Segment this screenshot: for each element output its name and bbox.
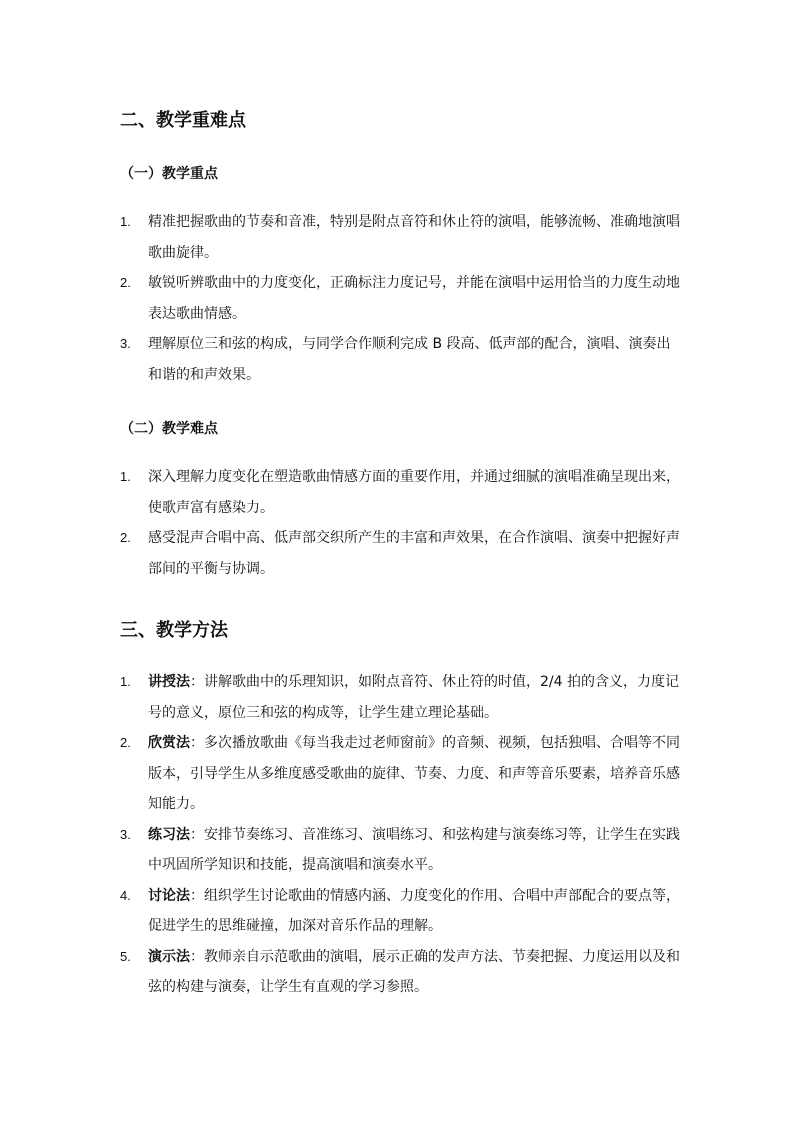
list-number: 3.: [120, 336, 131, 351]
list-item: [120, 462, 680, 523]
list-number: 1.: [120, 214, 131, 229]
teaching-methods-list: [120, 667, 680, 1003]
list-text: ：安排节奏练习、音准练习、演唱练习、和弦构建与演奏练习等，让学生在实践中巩固所学知识和技能，提高演唱和演奏水平。: [148, 826, 680, 873]
list-number: 2.: [120, 530, 131, 545]
difficulties-list: [120, 462, 680, 584]
list-number: 2.: [120, 735, 131, 750]
subsection-key-points-heading: （一）教学重点: [120, 166, 218, 182]
list-text: 理解原位三和弦的构成，与同学合作顺利完成 B 段高、低声部的配合，演唱、演奏出和谐的和声效果。: [148, 336, 671, 383]
list-item: [120, 820, 680, 881]
list-item: [120, 329, 680, 390]
list-text: 感受混声合唱中高、低声部交织所产生的丰富和声效果，在合作演唱、演奏中把握好声部间的平衡与协调。: [148, 530, 680, 577]
list-text: 敏锐听辨歌曲中的力度变化，正确标注力度记号，并能在演唱中运用恰当的力度生动地表达歌曲情感。: [148, 275, 680, 322]
list-item: [120, 881, 680, 942]
list-item: [120, 268, 680, 329]
list-item: [120, 667, 680, 728]
list-number: 4.: [120, 887, 131, 903]
method-label: 练习法: [148, 826, 190, 843]
method-label: 欣赏法: [148, 735, 190, 751]
list-item: [120, 523, 680, 584]
list-item: [120, 728, 680, 820]
list-text: ：教师亲自示范歌曲的演唱，展示正确的发声方法、节奏把握、力度运用以及和弦的构建与演奏，让学生有直观的学习参照。: [148, 948, 680, 995]
list-number: 1.: [120, 674, 131, 689]
list-number: 5.: [120, 948, 131, 964]
key-points-list: [120, 207, 680, 390]
list-item: [120, 207, 680, 268]
section-2-heading: 二、教学重难点: [120, 110, 246, 131]
list-text: ：多次播放歌曲《每当我走过老师窗前》的音频、视频，包括独唱、合唱等不同版本，引导学生从多维度感受歌曲的旋律、节奏、力度、和声等音乐要素，培养音乐感知能力。: [148, 735, 680, 812]
section-3-heading: 三、教学方法: [120, 620, 228, 641]
list-number: 1.: [120, 469, 131, 484]
method-label: 讲授法: [148, 674, 190, 690]
list-text: 精准把握歌曲的节奏和音准，特别是附点音符和休止符的演唱，能够流畅、准确地演唱歌曲旋律。: [148, 214, 680, 261]
list-number: 2.: [120, 275, 131, 290]
list-text: 深入理解力度变化在塑造歌曲情感方面的重要作用，并通过细腻的演唱准确呈现出来，使歌声富有感染力。: [148, 469, 680, 516]
list-text: ：组织学生讨论歌曲的情感内涵、力度变化的作用、合唱中声部配合的要点等，促进学生的思维碰撞，加深对音乐作品的理解。: [148, 887, 680, 934]
subsection-difficulties-heading: （二）教学难点: [120, 421, 218, 437]
list-item: [120, 942, 680, 1003]
list-number: 3.: [120, 826, 131, 842]
method-label: 讨论法: [148, 887, 190, 904]
method-label: 演示法: [148, 948, 190, 965]
list-text: ：讲解歌曲中的乐理知识，如附点音符、休止符的时值，2/4 拍的含义，力度记号的意义，原位三和弦的构成等，让学生建立理论基础。: [148, 674, 679, 721]
